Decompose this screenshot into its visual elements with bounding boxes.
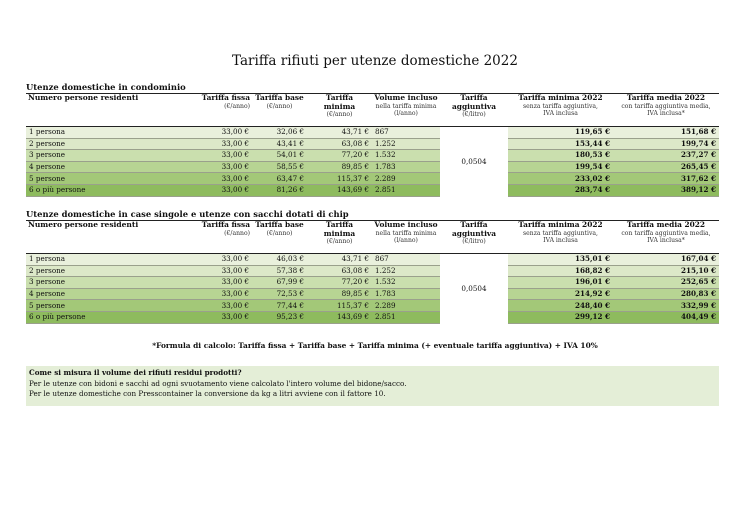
cell-base: 77,44 € bbox=[252, 300, 307, 312]
cell-aggiuntiva: 0,0504 bbox=[440, 127, 508, 197]
info-line: Per le utenze con bidoni e sacchi ad ogni svuotamento viene calcolato l'intero volume del bidone/sacco. bbox=[29, 378, 407, 388]
cell-minima-2022: 180,53 € bbox=[508, 150, 613, 162]
cell-minima-2022: 153,44 € bbox=[508, 138, 613, 150]
table-header-row bbox=[26, 94, 719, 127]
header-fissa: Tariffa fissa (€/anno) bbox=[157, 94, 252, 127]
header-media-2022: Tariffa media 2022 con tariffa aggiuntiva media, IVA inclusa* bbox=[613, 94, 719, 127]
header-minima: Tariffa minima (€/anno) bbox=[307, 94, 372, 127]
cell-minima-2022: 135,01 € bbox=[508, 254, 613, 266]
header-minima-2022: Tariffa minima 2022 senza tariffa aggiuntiva, IVA inclusa bbox=[508, 221, 613, 254]
cell-volume: 1.532 bbox=[372, 277, 440, 289]
cell-fissa: 33,00 € bbox=[157, 150, 252, 162]
table-row bbox=[26, 150, 719, 162]
cell-minima-2022: 199,54 € bbox=[508, 161, 613, 173]
cell-minima-2022: 299,12 € bbox=[508, 311, 613, 323]
cell-minima: 63,08 € bbox=[307, 138, 372, 150]
cell-base: 81,26 € bbox=[252, 184, 307, 196]
table-row bbox=[26, 254, 719, 266]
cell-base: 63,47 € bbox=[252, 173, 307, 185]
cell-media-2022: 151,68 € bbox=[613, 127, 719, 139]
table-row bbox=[26, 138, 719, 150]
table-row bbox=[26, 161, 719, 173]
cell-minima: 63,08 € bbox=[307, 265, 372, 277]
tariff-table bbox=[26, 220, 719, 324]
cell-minima: 89,85 € bbox=[307, 161, 372, 173]
header-volume: Volume incluso nella tariffa minima (l/anno) bbox=[372, 94, 440, 127]
cell-persone: 1 persona bbox=[26, 254, 157, 266]
header-media-2022: Tariffa media 2022 con tariffa aggiuntiva media, IVA inclusa* bbox=[613, 221, 719, 254]
cell-persone: 5 persone bbox=[26, 300, 157, 312]
cell-persone: 4 persone bbox=[26, 288, 157, 300]
header-aggiuntiva: Tariffa aggiuntiva (€/litro) bbox=[440, 94, 508, 127]
cell-volume: 2.851 bbox=[372, 311, 440, 323]
table-row bbox=[26, 277, 719, 289]
cell-media-2022: 237,27 € bbox=[613, 150, 719, 162]
cell-volume: 1.783 bbox=[372, 161, 440, 173]
section-case-singole bbox=[26, 209, 719, 324]
cell-aggiuntiva: 0,0504 bbox=[440, 254, 508, 324]
table-row bbox=[26, 184, 719, 196]
cell-minima-2022: 168,82 € bbox=[508, 265, 613, 277]
cell-minima: 115,37 € bbox=[307, 173, 372, 185]
cell-base: 67,99 € bbox=[252, 277, 307, 289]
cell-media-2022: 252,65 € bbox=[613, 277, 719, 289]
cell-minima-2022: 196,01 € bbox=[508, 277, 613, 289]
section-title: Utenze domestiche in condominio bbox=[26, 82, 186, 92]
cell-volume: 1.252 bbox=[372, 138, 440, 150]
cell-fissa: 33,00 € bbox=[157, 138, 252, 150]
cell-minima-2022: 119,65 € bbox=[508, 127, 613, 139]
cell-base: 32,06 € bbox=[252, 127, 307, 139]
header-volume: Volume incluso nella tariffa minima (l/anno) bbox=[372, 221, 440, 254]
cell-base: 43,41 € bbox=[252, 138, 307, 150]
cell-minima-2022: 214,92 € bbox=[508, 288, 613, 300]
cell-volume: 2.851 bbox=[372, 184, 440, 196]
cell-minima: 89,85 € bbox=[307, 288, 372, 300]
info-line: Per le utenze domestiche con Presscontainer la conversione da kg a litri avviene con il fattore 10. bbox=[29, 389, 386, 398]
cell-volume: 1.252 bbox=[372, 265, 440, 277]
cell-media-2022: 265,45 € bbox=[613, 161, 719, 173]
cell-fissa: 33,00 € bbox=[157, 311, 252, 323]
header-minima: Tariffa minima (€/anno) bbox=[307, 221, 372, 254]
cell-base: 58,55 € bbox=[252, 161, 307, 173]
cell-media-2022: 215,10 € bbox=[613, 265, 719, 277]
table-row bbox=[26, 127, 719, 139]
page-title: Tariffa rifiuti per utenze domestiche 2022 bbox=[232, 53, 518, 69]
cell-fissa: 33,00 € bbox=[157, 254, 252, 266]
cell-media-2022: 199,74 € bbox=[613, 138, 719, 150]
header-residents: Numero persone residenti bbox=[26, 94, 157, 127]
formula-note: *Formula di calcolo: Tariffa fissa + Tariffa base + Tariffa minima (+ eventuale tariffa aggiuntiva) + IVA 10% bbox=[152, 341, 598, 350]
table-row bbox=[26, 311, 719, 323]
cell-base: 72,53 € bbox=[252, 288, 307, 300]
cell-volume: 1.532 bbox=[372, 150, 440, 162]
cell-persone: 2 persone bbox=[26, 138, 157, 150]
cell-fissa: 33,00 € bbox=[157, 265, 252, 277]
cell-media-2022: 317,62 € bbox=[613, 173, 719, 185]
cell-media-2022: 167,04 € bbox=[613, 254, 719, 266]
cell-volume: 2.289 bbox=[372, 300, 440, 312]
cell-media-2022: 280,83 € bbox=[613, 288, 719, 300]
table-row bbox=[26, 300, 719, 312]
cell-minima: 115,37 € bbox=[307, 300, 372, 312]
section-condominio bbox=[26, 82, 719, 197]
cell-persone: 1 persona bbox=[26, 127, 157, 139]
cell-base: 54,01 € bbox=[252, 150, 307, 162]
cell-persone: 2 persone bbox=[26, 265, 157, 277]
cell-minima-2022: 233,02 € bbox=[508, 173, 613, 185]
cell-fissa: 33,00 € bbox=[157, 300, 252, 312]
cell-base: 95,23 € bbox=[252, 311, 307, 323]
cell-minima-2022: 283,74 € bbox=[508, 184, 613, 196]
header-base: Tariffa base (€/anno) bbox=[252, 94, 307, 127]
cell-fissa: 33,00 € bbox=[157, 127, 252, 139]
table-header-row bbox=[26, 221, 719, 254]
cell-persone: 6 o più persone bbox=[26, 311, 157, 323]
tariff-table bbox=[26, 93, 719, 197]
cell-minima: 43,71 € bbox=[307, 254, 372, 266]
cell-minima: 143,69 € bbox=[307, 184, 372, 196]
cell-fissa: 33,00 € bbox=[157, 173, 252, 185]
cell-volume: 867 bbox=[372, 254, 440, 266]
cell-persone: 3 persone bbox=[26, 150, 157, 162]
cell-volume: 2.289 bbox=[372, 173, 440, 185]
info-box bbox=[26, 366, 719, 406]
cell-fissa: 33,00 € bbox=[157, 277, 252, 289]
header-base: Tariffa base (€/anno) bbox=[252, 221, 307, 254]
cell-persone: 5 persone bbox=[26, 173, 157, 185]
cell-persone: 3 persone bbox=[26, 277, 157, 289]
cell-volume: 867 bbox=[372, 127, 440, 139]
cell-persone: 4 persone bbox=[26, 161, 157, 173]
header-aggiuntiva: Tariffa aggiuntiva (€/litro) bbox=[440, 221, 508, 254]
header-minima-2022: Tariffa minima 2022 senza tariffa aggiuntiva, IVA inclusa bbox=[508, 94, 613, 127]
info-question: Come si misura il volume dei rifiuti residui prodotti? bbox=[29, 368, 242, 377]
cell-minima: 77,20 € bbox=[307, 277, 372, 289]
header-fissa: Tariffa fissa (€/anno) bbox=[157, 221, 252, 254]
cell-minima: 143,69 € bbox=[307, 311, 372, 323]
cell-base: 57,38 € bbox=[252, 265, 307, 277]
header-residents: Numero persone residenti bbox=[26, 221, 157, 254]
table-row bbox=[26, 173, 719, 185]
cell-base: 46,03 € bbox=[252, 254, 307, 266]
cell-fissa: 33,00 € bbox=[157, 288, 252, 300]
cell-media-2022: 389,12 € bbox=[613, 184, 719, 196]
cell-media-2022: 332,99 € bbox=[613, 300, 719, 312]
table-row bbox=[26, 288, 719, 300]
cell-media-2022: 404,49 € bbox=[613, 311, 719, 323]
section-title: Utenze domestiche in case singole e utenze con sacchi dotati di chip bbox=[26, 209, 349, 219]
cell-persone: 6 o più persone bbox=[26, 184, 157, 196]
cell-fissa: 33,00 € bbox=[157, 184, 252, 196]
cell-fissa: 33,00 € bbox=[157, 161, 252, 173]
cell-minima: 77,20 € bbox=[307, 150, 372, 162]
cell-minima: 43,71 € bbox=[307, 127, 372, 139]
cell-volume: 1.783 bbox=[372, 288, 440, 300]
table-row bbox=[26, 265, 719, 277]
cell-minima-2022: 248,40 € bbox=[508, 300, 613, 312]
